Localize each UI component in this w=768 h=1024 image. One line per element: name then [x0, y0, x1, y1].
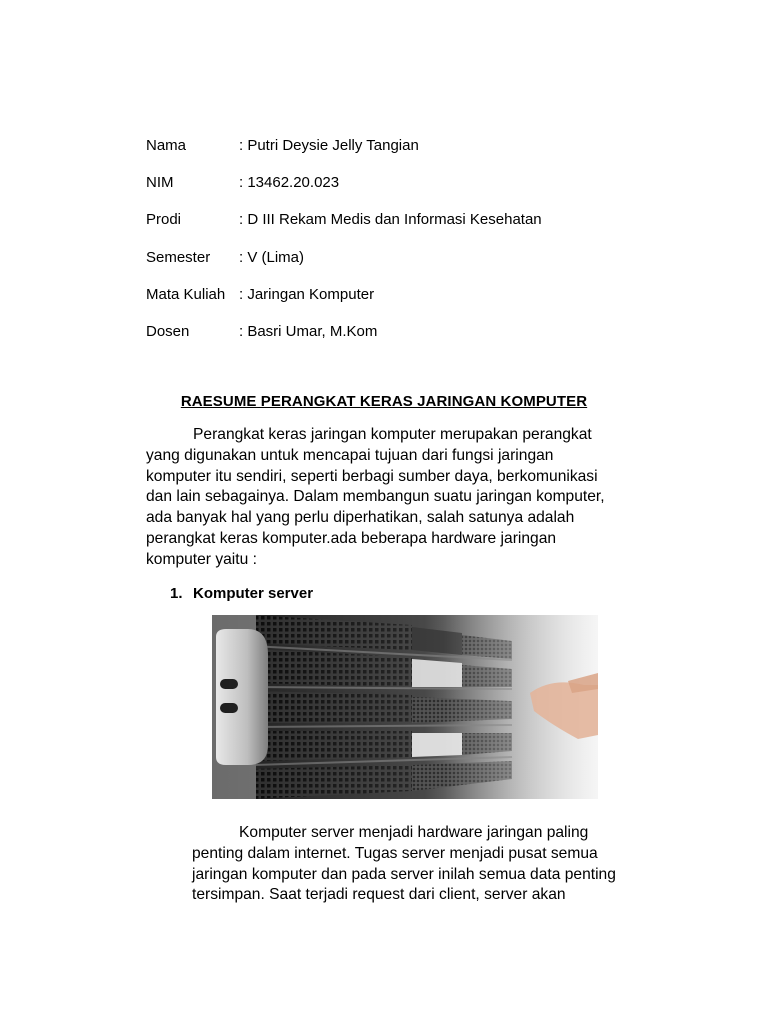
body-line: Komputer server menjadi hardware jaringan paling [239, 824, 589, 841]
body-line: jaringan komputer dan pada server inilah semua data penting [192, 865, 616, 883]
intro-line: Perangkat keras jaringan komputer merupakan perangkat [193, 426, 592, 443]
list-label: Komputer server [193, 585, 314, 602]
info-value: : V (Lima) [239, 248, 305, 266]
document-title: RAESUME PERANGKAT KERAS JARINGAN KOMPUTER [180, 393, 588, 410]
info-value: : 13462.20.023 [239, 174, 340, 192]
body-line: penting dalam internet. Tugas server menjadi pusat semua [192, 844, 598, 862]
info-label: Prodi [146, 211, 182, 229]
info-label: NIM [146, 174, 174, 192]
intro-paragraph [146, 425, 646, 571]
info-label: Mata Kuliah [146, 285, 226, 303]
intro-line: ada banyak hal yang perlu diperhatikan, salah satunya adalah [146, 509, 575, 527]
intro-line: yang digunakan untuk mencapai tujuan dari fungsi jaringan [146, 446, 554, 464]
intro-line: komputer itu sendiri, seperti berbagi sumber daya, berkomunikasi [146, 467, 598, 485]
info-value: : Jaringan Komputer [239, 285, 375, 303]
info-value: : Basri Umar, M.Kom [239, 322, 378, 340]
info-label: Nama [146, 137, 187, 154]
info-value: : Putri Deysie Jelly Tangian [239, 137, 419, 154]
info-row-dosen [146, 322, 646, 359]
intro-line: perangkat keras komputer.ada beberapa hardware jaringan [146, 529, 557, 547]
server-rack-icon [212, 615, 598, 799]
info-row-nama [146, 136, 646, 173]
server-rack-photo [212, 615, 598, 799]
server-description-paragraph [192, 823, 662, 906]
list-item-heading [170, 584, 313, 604]
list-number: 1. [170, 585, 183, 602]
intro-line: komputer yaitu : [146, 550, 257, 568]
info-row-semester [146, 248, 646, 285]
intro-line: dan lain sebagainya. Dalam membangun suatu jaringan komputer, [146, 488, 605, 506]
student-info-table [146, 136, 646, 359]
info-row-nim [146, 173, 646, 210]
info-value: : D III Rekam Medis dan Informasi Kesehatan [239, 211, 542, 229]
info-row-prodi [146, 210, 646, 247]
info-label: Semester [146, 248, 211, 266]
info-row-mata-kuliah [146, 285, 646, 322]
body-line: tersimpan. Saat terjadi request dari client, server akan [192, 886, 566, 904]
info-label: Dosen [146, 322, 190, 340]
